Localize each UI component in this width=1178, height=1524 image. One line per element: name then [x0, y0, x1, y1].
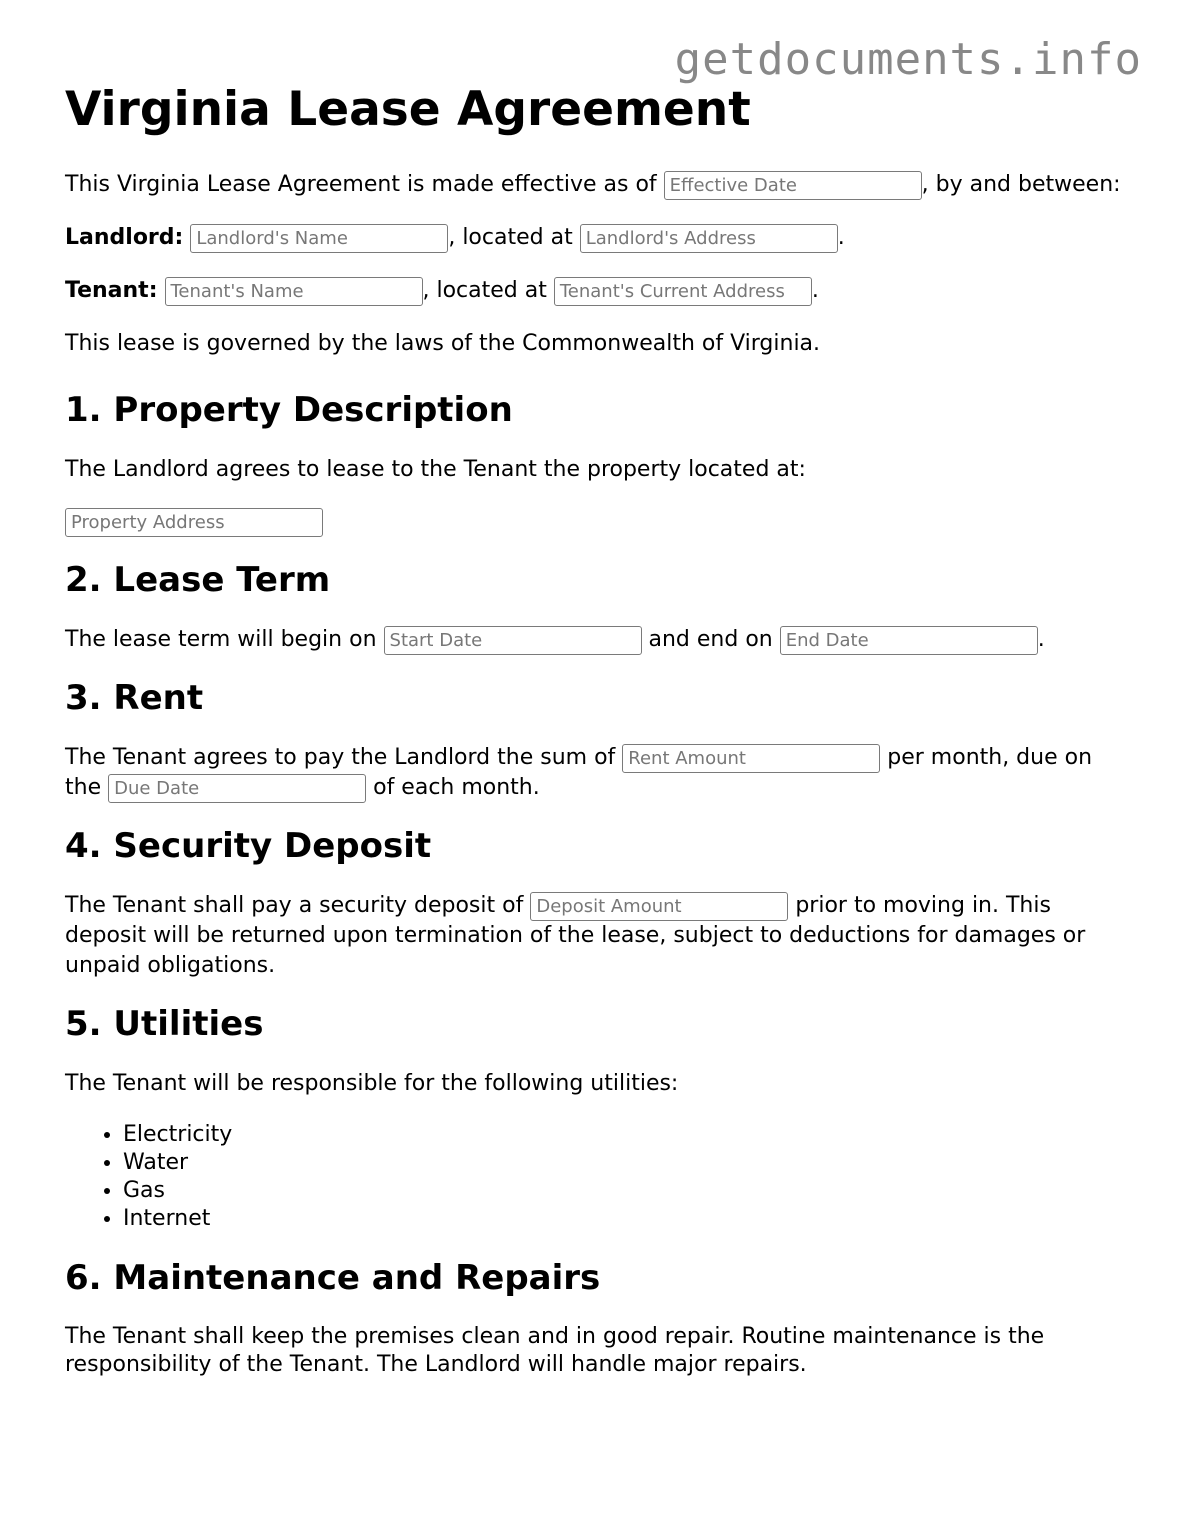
section-heading-maintenance: 6. Maintenance and Repairs: [65, 1258, 601, 1298]
list-item: • Internet: [123, 1205, 1125, 1233]
section-heading-utilities: 5. Utilities: [65, 1004, 264, 1044]
term-paragraph: [65, 625, 1125, 655]
list-item: • Electricity: [123, 1121, 1125, 1149]
property-address-line: [65, 507, 1125, 537]
term-period: .: [1037, 627, 1045, 652]
term-text-middle: and end on: [641, 627, 780, 652]
end-date-field[interactable]: End Date: [780, 626, 1038, 655]
list-item: • Water: [123, 1149, 1125, 1177]
deposit-paragraph: [65, 891, 1125, 981]
tenant-label: Tenant:: [65, 278, 158, 303]
tenant-located-at: , located at: [422, 278, 554, 303]
utilities-text: The Tenant will be responsible for the following utilities:: [65, 1071, 679, 1096]
due-date-field[interactable]: Due Date: [108, 774, 366, 803]
intro-paragraph: [65, 170, 1125, 200]
deposit-amount-field[interactable]: Deposit Amount: [530, 892, 788, 921]
rent-amount-field[interactable]: Rent Amount: [622, 744, 880, 773]
property-text: The Landlord agrees to lease to the Tenant the property located at:: [65, 457, 806, 482]
tenant-line: [65, 276, 1125, 306]
landlord-line: [65, 223, 1125, 253]
list-item: • Gas: [123, 1177, 1125, 1205]
landlord-label: Landlord:: [65, 225, 184, 250]
governing-law-text: This lease is governed by the laws of the Commonwealth of Virginia.: [65, 331, 821, 356]
deposit-text-after: prior to moving in. This deposit will be returned upon termination of the lease, subject to deductions for damages or unpaid obligations.: [65, 893, 1086, 978]
section-heading-rent: 3. Rent: [65, 678, 204, 718]
document-title: Virginia Lease Agreement: [65, 82, 751, 137]
maintenance-text: The Tenant shall keep the premises clean and in good repair. Routine maintenance is the responsibility of the Tenant. The Landlord will handle major repairs.: [65, 1324, 1045, 1377]
term-text-before: The lease term will begin on: [65, 627, 384, 652]
section-heading-deposit: 4. Security Deposit: [65, 826, 432, 866]
intro-text-after: , by and between:: [921, 172, 1121, 197]
landlord-period: .: [837, 225, 845, 250]
tenant-name-field[interactable]: Tenant's Name: [165, 277, 423, 306]
landlord-name-field[interactable]: Landlord's Name: [190, 224, 448, 253]
rent-text-before: The Tenant agrees to pay the Landlord the sum of: [65, 745, 623, 770]
section-heading-term: 2. Lease Term: [65, 560, 331, 600]
effective-date-field[interactable]: Effective Date: [664, 171, 922, 200]
rent-text-after: of each month.: [366, 775, 540, 800]
landlord-located-at: , located at: [448, 225, 580, 250]
start-date-field[interactable]: Start Date: [384, 626, 642, 655]
tenant-period: .: [811, 278, 819, 303]
deposit-text-before: The Tenant shall pay a security deposit of: [65, 893, 531, 918]
property-address-field[interactable]: Property Address: [65, 508, 323, 537]
rent-text-middle: per month, due on the: [65, 745, 1093, 800]
intro-text-before: This Virginia Lease Agreement is made effective as of: [65, 172, 664, 197]
utilities-list: [65, 1121, 1125, 1233]
landlord-address-field[interactable]: Landlord's Address: [580, 224, 838, 253]
watermark: getdocuments.info: [674, 34, 1142, 85]
section-heading-property: 1. Property Description: [65, 390, 513, 430]
rent-paragraph: [65, 743, 1125, 803]
tenant-address-field[interactable]: Tenant's Current Address: [554, 277, 812, 306]
document-page: [65, 82, 1125, 1401]
